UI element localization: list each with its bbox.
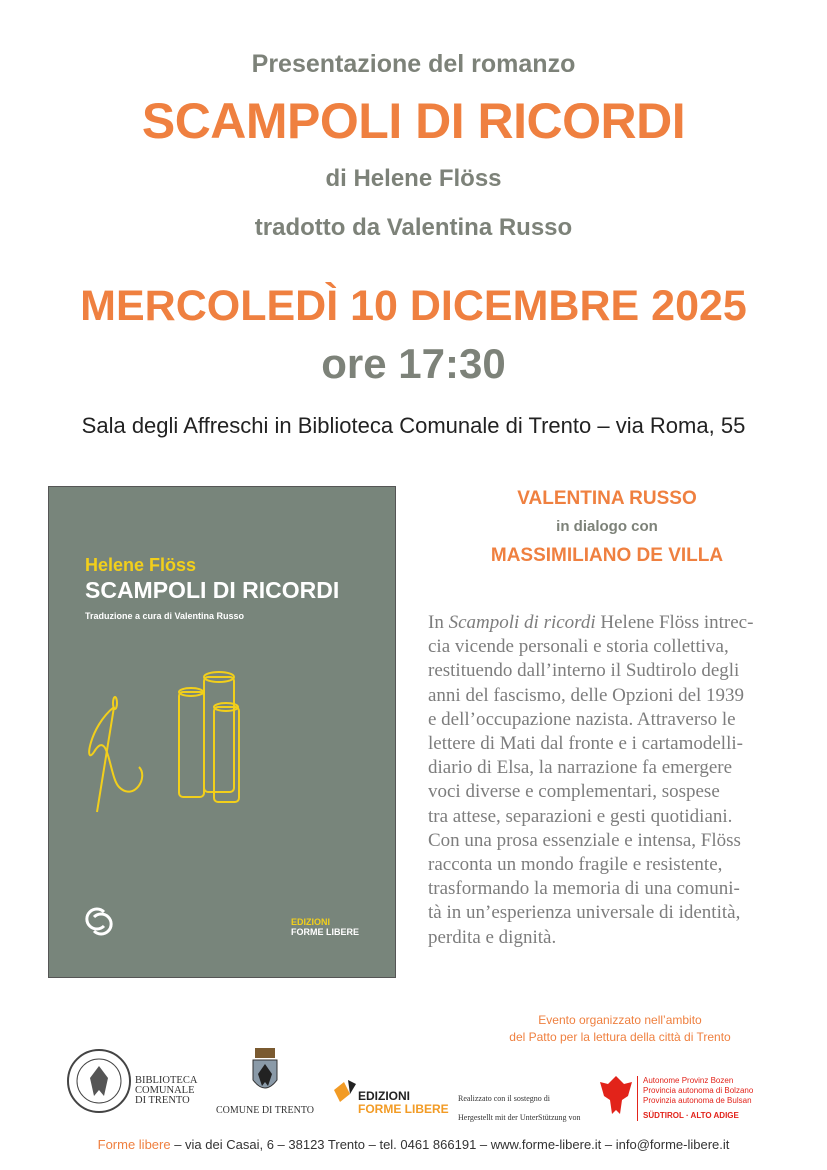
desc-prefix: In bbox=[428, 612, 449, 633]
cover-title: SCAMPOLI DI RICORDI bbox=[85, 577, 340, 603]
footer-contacts bbox=[0, 1137, 827, 1152]
book-title: SCAMPOLI DI RICORDI bbox=[141, 93, 686, 149]
edizioni-logo bbox=[358, 1090, 449, 1116]
organized-note bbox=[480, 1012, 760, 1046]
edizioni-line1: EDIZIONI bbox=[358, 1089, 411, 1103]
desc-suffix: Helene Flöss intrec- bbox=[595, 612, 754, 633]
description-line: tra attese, separazioni e gesti quotidiani. bbox=[428, 805, 733, 827]
speaker-2: MASSIMILIANO DE VILLA bbox=[490, 545, 724, 566]
needle-fabric-rolls-icon bbox=[79, 657, 269, 817]
description-line: diario di Elsa, la narrazione fa emergere bbox=[428, 757, 733, 779]
comune-logo-text: COMUNE DI TRENTO bbox=[216, 1105, 314, 1116]
footer-details: – via dei Casai, 6 – 38123 Trento – tel. 0461 866191 – www.forme-libere.it – info@forme-libere.it bbox=[170, 1137, 730, 1152]
description-line: Con una prosa essenziale e intensa, Flöss bbox=[428, 829, 741, 851]
presentation-heading: Presentazione del romanzo bbox=[251, 50, 576, 78]
provincia-line: Autonome Provinz Bozen bbox=[643, 1076, 734, 1085]
cover-publisher-line2: FORME LIBERE bbox=[291, 927, 360, 937]
description-line: restituendo dall’interno il Sudtirolo degli bbox=[428, 660, 740, 682]
biblioteca-line: COMUNALE bbox=[135, 1085, 195, 1096]
description-line: lettere di Mati dal fronte e i cartamodelli- bbox=[428, 733, 743, 755]
book-description bbox=[428, 611, 808, 950]
description-line: tà in un’esperienza universale di identità, bbox=[428, 902, 741, 924]
provincia-line: Provinzia autonoma de Bulsan bbox=[643, 1096, 752, 1105]
event-venue: Sala degli Affreschi in Biblioteca Comunale di Trento – via Roma, 55 bbox=[81, 413, 746, 438]
speaker-connector: in dialogo con bbox=[556, 518, 658, 535]
support-line1: Realizzato con il sostegno di bbox=[458, 1094, 550, 1103]
edizioni-line2: FORME LIBERE bbox=[358, 1102, 449, 1116]
description-line: anni del fascismo, delle Opzioni del 1939 bbox=[428, 684, 745, 706]
biblioteca-line: DI TRENTO bbox=[135, 1095, 190, 1106]
cover-publisher-logo bbox=[291, 917, 359, 937]
event-date: MERCOLEDÌ 10 DICEMBRE 2025 bbox=[80, 282, 747, 330]
footer-brand: Forme libere bbox=[97, 1137, 171, 1152]
support-text bbox=[458, 1089, 581, 1127]
book-author: di Helene Flöss bbox=[325, 165, 502, 192]
sponsor-logos bbox=[0, 1044, 827, 1124]
support-line2: Hergestellt mit der UnterStützung von bbox=[458, 1113, 581, 1122]
description-line: trasformando la memoria di una comuni- bbox=[428, 878, 740, 900]
comune-crest-icon bbox=[250, 1048, 280, 1098]
biblioteca-seal-icon bbox=[66, 1048, 132, 1114]
description-line: e dell’occupazione nazista. Attraverso le bbox=[428, 708, 736, 730]
organized-line2: del Patto per la lettura della città di Trento bbox=[509, 1030, 731, 1044]
provincia-line: Provincia autonoma di Bolzano bbox=[643, 1086, 754, 1095]
speaker-1: VALENTINA RUSSO bbox=[517, 488, 697, 509]
description-line: racconta un mondo fragile e resistente, bbox=[428, 854, 723, 876]
biblioteca-logo-text bbox=[135, 1076, 197, 1106]
desc-italic-title: Scampoli di ricordi bbox=[448, 612, 596, 633]
provincia-logo-text bbox=[637, 1076, 753, 1121]
cover-publisher-line1: EDIZIONI bbox=[291, 917, 331, 927]
sudtirol-label: SÜDTIROL · ALTO ADIGE bbox=[643, 1111, 739, 1120]
tyrolean-eagle-icon bbox=[598, 1074, 634, 1118]
description-line: voci diverse e complementari, sospese bbox=[428, 781, 720, 803]
series-logo bbox=[79, 897, 119, 942]
description-line: perdita e dignità. bbox=[428, 926, 557, 948]
edizioni-book-icon bbox=[334, 1080, 358, 1102]
book-translator: tradotto da Valentina Russo bbox=[254, 214, 573, 241]
event-time: ore 17:30 bbox=[321, 340, 506, 387]
cover-subtitle: Traduzione a cura di Valentina Russo bbox=[85, 611, 245, 621]
book-cover bbox=[48, 486, 396, 978]
biblioteca-line: BIBLIOTECA bbox=[135, 1075, 198, 1086]
description-line: cia vicende personali e storia collettiva, bbox=[428, 636, 729, 658]
organized-line1: Evento organizzato nell’ambito bbox=[538, 1013, 702, 1027]
cover-author: Helene Flöss bbox=[85, 555, 197, 575]
